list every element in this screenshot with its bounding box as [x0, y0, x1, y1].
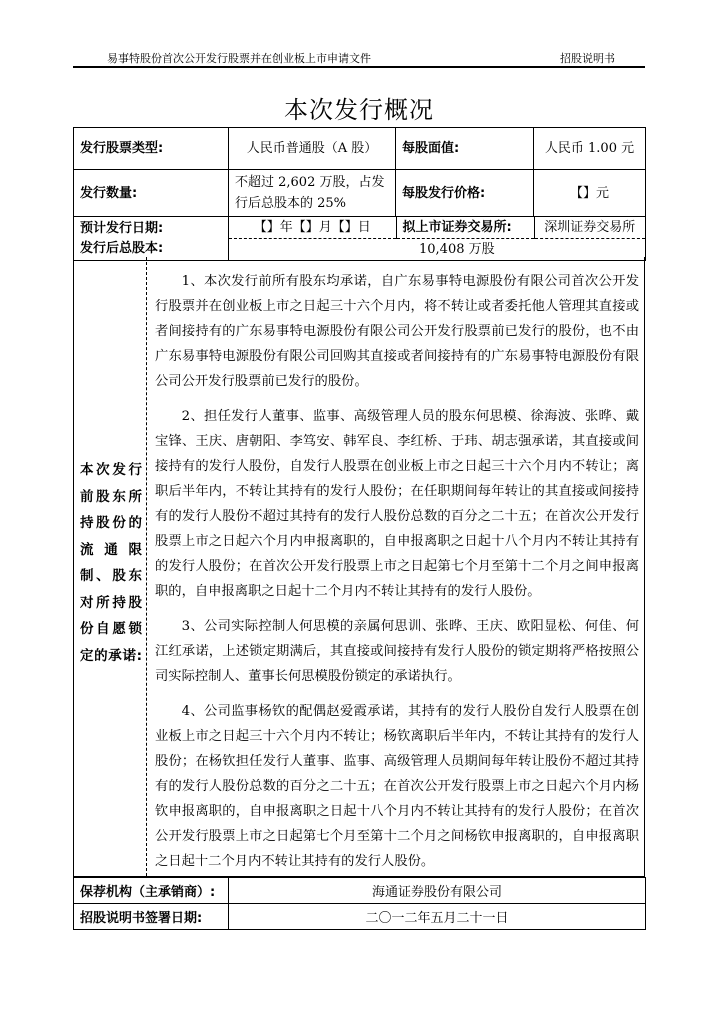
total-shares-value: 10,408 万股 — [229, 239, 645, 261]
commitment-content — [155, 269, 639, 884]
signing-date-label: 招股说明书签署日期: — [74, 904, 229, 930]
date-total-labels — [74, 217, 229, 261]
table-row — [74, 904, 646, 930]
issue-quantity-value: 不超过 2,602 万股，占发行后总股本的 25% — [229, 170, 396, 217]
offering-info-table — [73, 127, 646, 261]
issue-price-value: 【】元 — [534, 170, 646, 217]
commitment-paragraph-2: 2、担任发行人董事、监事、高级管理人员的股东何思模、徐海波、张晔、戴宝锋、王庆、唐朝阳、李笃安、韩军良、李红桥、于玮、胡志强承诺，其直接或间接持有的发行人股份，自发行人股票在创业板上市之日起三十六个月内不转让；离职后半年内，不转让其持有的发行人股份；在任职期间每年转让的其直接或间接持有的发行人股份不超过其持有的发行人股份总数的百分之二十五；在首次公开发行股票上市之日起六个月内申报离职的，自申报离职之日起十八个月内不转让其持有的发行人股份；在首次公开发行股票上市之日起第七个月至第十二个月之间申报离职的，自申报离职之日起十二个月内不转让其持有的发行人股份。 — [155, 409, 639, 599]
commitment-paragraph-4: 4、公司监事杨钦的配偶赵爱霞承诺，其持有的发行人股份自发行人股票在创业板上市之日起三十六个月内不转让；杨钦离职后半年内，不转让其持有的发行人股份；在杨钦担任发行人董事、监事、高级管理人员期间每年转让股份不超过其持有的发行人股份总数的百分之二十五；在首次公开发行股票上市之日起六个月内杨钦申报离职的，自申报离职之日起十八个月内不转让其持有的发行人股份；在首次公开发行股票上市之日起第七个月至第十二个月之间杨钦申报离职的，自申报离职之日起十二个月内不转让其持有的发行人股份。 — [155, 704, 639, 869]
commitment-label: 本次发行前股东所持股份的流通限制、股东对所持股份自愿锁定的承诺: — [80, 462, 142, 664]
issue-type-value: 人民币普通股（A 股） — [229, 128, 396, 170]
total-shares-label: 发行后总股本: — [80, 240, 164, 256]
issue-date-value: 【】年【】月【】日 — [229, 217, 396, 239]
commitment-label-cell — [74, 257, 147, 876]
footer-table — [73, 877, 646, 930]
signing-date-value: 二〇一二年五月二十一日 — [229, 904, 646, 930]
exchange-label: 拟上市证券交易所: — [396, 217, 534, 239]
header-doc-type: 招股说明书 — [560, 52, 615, 65]
lockup-commitment-section — [73, 257, 645, 877]
issue-type-label: 发行股票类型: — [74, 128, 229, 170]
sponsor-label: 保荐机构（主承销商）: — [74, 878, 229, 904]
par-value-label: 每股面值: — [396, 128, 534, 170]
page-header — [73, 49, 645, 68]
commitment-paragraph-1: 1、本次发行前所有股东均承诺，自广东易事特电源股份有限公司首次公开发行股票并在创业板上市之日起三十六个月内，将不转让或者委托他人管理其直接或者间接持有的广东易事特电源股份有限公司公开发行股票前已发行的股份，也不由广东易事特电源股份有限公司回购其直接或者间接持有的广东易事特电源股份有限公司公开发行股票前已发行的股份。 — [155, 274, 639, 389]
sponsor-value: 海通证券股份有限公司 — [229, 878, 646, 904]
exchange-value: 深圳证券交易所 — [544, 220, 636, 235]
table-row — [74, 217, 646, 261]
nested-table — [229, 217, 645, 260]
page-title: 本次发行概况 — [284, 96, 434, 124]
header-doc-title: 易事特股份首次公开发行股票并在创业板上市申请文件 — [107, 52, 371, 65]
table-row — [74, 170, 646, 217]
issue-price-label: 每股发行价格: — [396, 170, 534, 217]
issue-quantity-label: 发行数量: — [74, 170, 229, 217]
issue-date-label: 预计发行日期: — [80, 220, 164, 236]
table-row — [74, 878, 646, 904]
commitment-paragraph-3: 3、公司实际控制人何思模的亲属何思训、张晔、王庆、欧阳显松、何佳、何江红承诺，上述锁定期满后，其直接或间接持有发行人股份的锁定期将严格按照公司实际控制人、董事长何思模股份锁定的承诺执行。 — [155, 619, 639, 684]
table-row — [229, 217, 645, 239]
par-value-value: 人民币 1.00 元 — [534, 128, 646, 170]
date-exchange-cell — [229, 217, 646, 261]
table-row — [74, 128, 646, 170]
